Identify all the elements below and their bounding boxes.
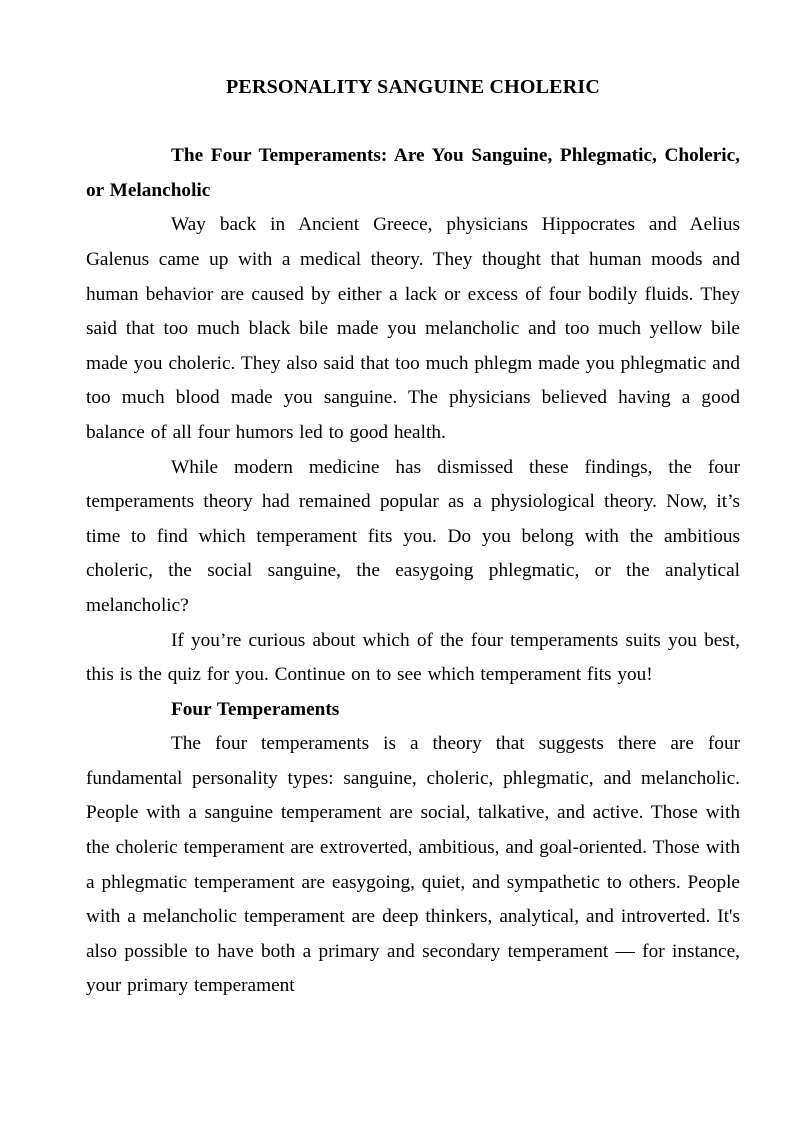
section-heading-four-temperaments-quiz: The Four Temperaments: Are You Sanguine, Phlegmatic, Choleric, or Melancholic (86, 145, 740, 201)
paragraph-history: Way back in Ancient Greece, physicians Hippocrates and Aelius Galenus came up with a medical theory. They thought that human moods and human behavior are caused by either a lack or excess of four bodily fluids. They said that too much black bile made you melancholic and too much yellow bile made you choleric. They also said that too much phlegm made you phlegmatic and too much blood made you sanguine. The physicians believed having a good balance of all four humors led to good health. (86, 214, 740, 443)
paragraph-modern-medicine: While modern medicine has dismissed these findings, the four temperaments theory had remained popular as a physiological theory. Now, it’s time to find which temperament fits you. Do you belong with the ambitious choleric, the social sanguine, the easygoing phlegmatic, or the analytical melancholic? (86, 456, 740, 616)
paragraph-quiz-intro: If you’re curious about which of the four temperaments suits you best, this is the quiz for you. Continue on to see which temperament fits you! (86, 629, 740, 686)
section-heading-four-temperaments: Four Temperaments (171, 698, 340, 720)
document-title: PERSONALITY SANGUINE CHOLERIC (225, 76, 600, 98)
paragraph-temperament-types: The four temperaments is a theory that suggests there are four fundamental personality types: sanguine, choleric, phlegmatic, and melancholic. People with a sanguine temperament are social, talkative, and active. Those with the choleric temperament are extroverted, ambitious, and goal-oriented. Those with a phlegmatic temperament are easygoing, quiet, and sympathetic to others. People with a melancholic temperament are deep thinkers, analytical, and introverted. It's also possible to have both a primary and secondary temperament — for instance, your primary temperament (86, 733, 740, 997)
